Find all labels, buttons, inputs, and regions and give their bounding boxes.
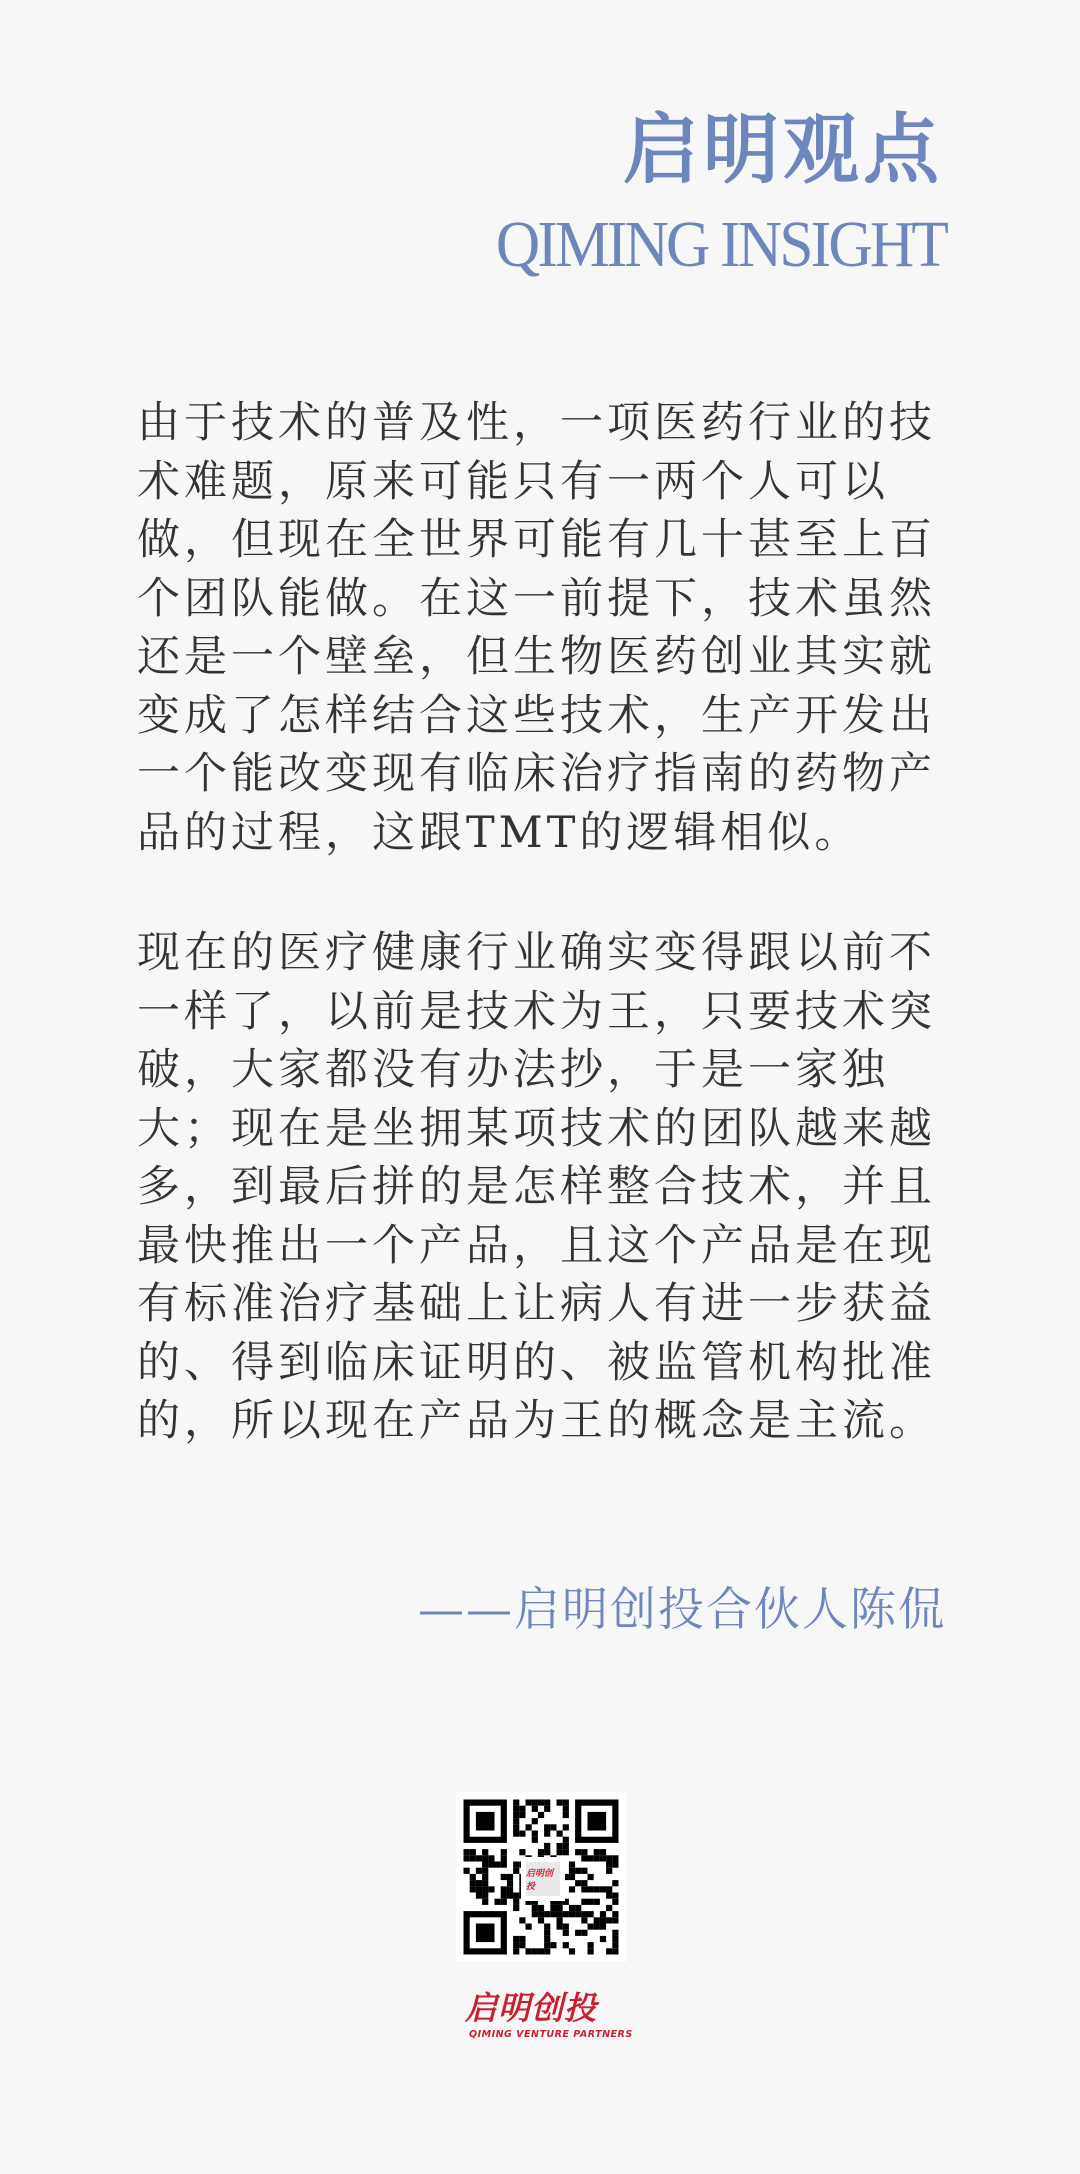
page-title: 启明观点: [623, 105, 943, 194]
quote-paragraph-1: 由于技术的普及性，一项医药行业的技术难题，原来可能只有一两个人可以做，但现在全世界可能有几十甚至上百个团队能做。在这一前提下，技术虽然还是一个壁垒，但生物医药创业其实就变成了怎样结合这些技术，生产开发出一个能改变现有临床治疗指南的药物产品的过程，这跟TMT的逻辑相似。: [137, 398, 936, 858]
qr-center-logo: [521, 1857, 565, 1901]
quote-paragraph-2: 现在的医疗健康行业确实变得跟以前不一样了，以前是技术为王，只要技术突破，大家都没有办法抄，于是一家独大；现在是坐拥某项技术的团队越来越多，到最后拼的是怎样整合技术，并且最快推出一个产品，且这个产品是在现有标准治疗基础上让病人有进一步获益的、得到临床证明的、被监管机构批准的，所以现在产品为王的概念是主流。: [137, 928, 936, 1446]
qr-code: [456, 1792, 626, 1962]
brand-logo-en: QIMING VENTURE PARTNERS: [469, 2029, 633, 2040]
brand-logo: [465, 1989, 633, 2050]
brand-logo-cn: 启明创投: [465, 1989, 598, 2027]
qr-center-label: 启明创投: [526, 1862, 560, 1896]
page-subtitle: QIMING INSIGHT: [495, 208, 946, 281]
attribution: ——启明创投合伙人陈侃: [418, 1582, 946, 1636]
